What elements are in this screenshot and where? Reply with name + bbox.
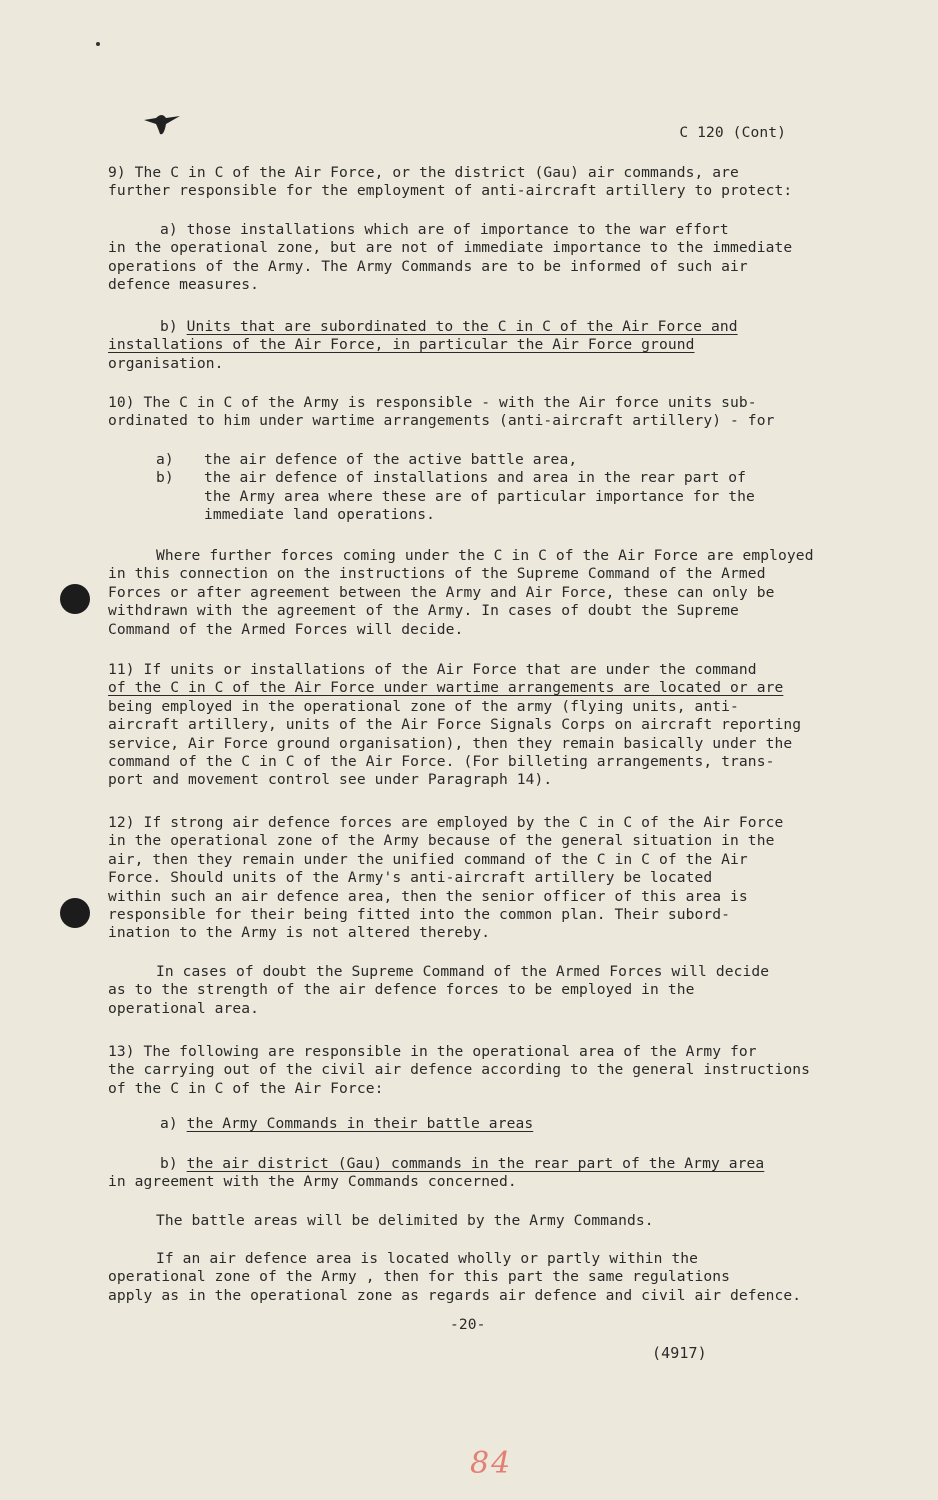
text-line: 9) The C in C of the Air Force, or the district (Gau) air commands, are xyxy=(108,164,739,181)
text-line: further responsible for the employment of anti-aircraft artillery to protect: xyxy=(108,182,793,200)
text-line: 12) If strong air defence forces are employed by the C in C of the Air Force xyxy=(108,814,784,831)
speck xyxy=(96,42,100,46)
text-line xyxy=(108,318,878,336)
ink-blot-icon xyxy=(140,110,184,138)
text-line: ination to the Army is not altered thereby. xyxy=(108,924,491,942)
text-line: 13) The following are responsible in the operational area of the Army for xyxy=(108,1043,757,1060)
paragraph-13b xyxy=(108,1155,878,1192)
paragraph-13 xyxy=(108,1043,878,1098)
paragraph-13-battle xyxy=(108,1212,878,1230)
text-line: Command of the Armed Forces will decide. xyxy=(108,620,464,638)
text-line xyxy=(108,1115,878,1133)
text-line: within such an air defence area, then the senior officer of this area is xyxy=(108,887,748,905)
item-label: b) xyxy=(156,469,174,487)
text-line: Where further forces coming under the C in C of the Air Force are employed xyxy=(156,547,814,564)
text-line xyxy=(108,221,878,239)
handwritten-folio-number: 84 xyxy=(470,1446,513,1481)
text-line: in the operational zone, but are not of immediate importance to the immediate xyxy=(108,239,793,257)
text-line: operations of the Army. The Army Commands are to be informed of such air xyxy=(108,257,748,275)
paragraph-9a xyxy=(108,221,878,295)
item-label: a) xyxy=(160,221,178,238)
text-line: 11) If units or installations of the Air Force that are under the command xyxy=(108,661,757,678)
paragraph-11 xyxy=(108,661,878,790)
text-underlined: Units that are subordinated to the C in C of the Air Force and xyxy=(186,318,738,335)
text-line: in agreement with the Army Commands concerned. xyxy=(108,1173,517,1191)
text-line: port and movement control see under Paragraph 14). xyxy=(108,771,553,789)
item-label: a) xyxy=(156,451,174,468)
text-line xyxy=(108,1155,878,1173)
text-line: the air defence of installations and area in the rear part of xyxy=(204,469,747,487)
paragraph-9 xyxy=(108,164,878,201)
text-line: operational area. xyxy=(108,999,260,1017)
text-line: defence measures. xyxy=(108,276,260,294)
paragraph-12 xyxy=(108,814,878,943)
text-line: organisation. xyxy=(108,354,224,372)
text-line: withdrawn with the agreement of the Army. In cases of doubt the Supreme xyxy=(108,602,739,620)
paragraph-9b xyxy=(108,318,878,373)
list-item xyxy=(156,451,926,469)
text-line: service, Air Force ground organisation), then they remain basically under the xyxy=(108,734,793,752)
text-line: operational zone of the Army , then for this part the same regulations xyxy=(108,1268,731,1286)
text-line: ordinated to him under wartime arrangements (anti-aircraft artillery) - for xyxy=(108,412,775,430)
text-line: The battle areas will be delimited by the Army Commands. xyxy=(156,1212,654,1229)
paragraph-13-airdefence xyxy=(108,1250,878,1305)
text-line: as to the strength of the air defence forces to be employed in the xyxy=(108,981,695,999)
text-line: being employed in the operational zone of the army (flying units, anti- xyxy=(108,697,739,715)
text-line: air, then they remain under the unified command of the C in C of the Air xyxy=(108,850,748,868)
item-label: a) xyxy=(160,1115,178,1132)
text-line: If an air defence area is located wholly or partly within the xyxy=(156,1250,699,1267)
text-line: responsible for their being fitted into the common plan. Their subord- xyxy=(108,906,731,924)
text-line: command of the C in C of the Air Force. (For billeting arrangements, trans- xyxy=(108,753,775,771)
text-line: of the C in C of the Air Force under wartime arrangements are located or are xyxy=(108,679,784,697)
text-underlined: those installations which are of importance to the war effort xyxy=(186,221,729,238)
list-item xyxy=(156,469,926,524)
item-text xyxy=(204,469,755,524)
item-label: b) xyxy=(160,318,178,335)
paragraph-10-where xyxy=(108,547,878,639)
text-line: in this connection on the instructions of the Supreme Command of the Armed xyxy=(108,565,766,583)
text-underlined: the air district (Gau) commands in the rear part of the Army area xyxy=(186,1155,765,1172)
paragraph-12-doubt xyxy=(108,963,878,1018)
page-number: -20- xyxy=(450,1316,486,1333)
text-line: the carrying out of the civil air defence according to the general instructions xyxy=(108,1061,811,1079)
paragraph-10-items xyxy=(156,451,926,525)
paragraph-10 xyxy=(108,394,878,431)
text-line: the Army area where these are of particular importance for the xyxy=(204,487,755,505)
text-line: of the C in C of the Air Force: xyxy=(108,1079,384,1097)
document-code: (4917) xyxy=(652,1344,707,1362)
item-text: the air defence of the active battle area, xyxy=(204,451,578,468)
document-reference: C 120 (Cont) xyxy=(679,124,786,141)
paragraph-13a xyxy=(108,1115,878,1133)
text-line: 10) The C in C of the Army is responsible - with the Air force units sub- xyxy=(108,394,757,411)
text-line: immediate land operations. xyxy=(204,506,436,524)
text-line: In cases of doubt the Supreme Command of the Armed Forces will decide xyxy=(156,963,770,980)
text-line: Force. Should units of the Army's anti-aircraft artillery be located xyxy=(108,869,713,887)
text-underlined: the Army Commands in their battle areas xyxy=(186,1115,534,1132)
text-line: Forces or after agreement between the Army and Air Force, these can only be xyxy=(108,583,775,601)
text-line: in the operational zone of the Army because of the general situation in the xyxy=(108,832,775,850)
punch-hole-upper xyxy=(60,584,90,614)
text-line: aircraft artillery, units of the Air Force Signals Corps on aircraft reporting xyxy=(108,716,802,734)
punch-hole-lower xyxy=(60,898,90,928)
item-label: b) xyxy=(160,1155,178,1172)
text-line: installations of the Air Force, in particular the Air Force ground xyxy=(108,336,695,354)
text-line: apply as in the operational zone as regards air defence and civil air defence. xyxy=(108,1286,802,1304)
